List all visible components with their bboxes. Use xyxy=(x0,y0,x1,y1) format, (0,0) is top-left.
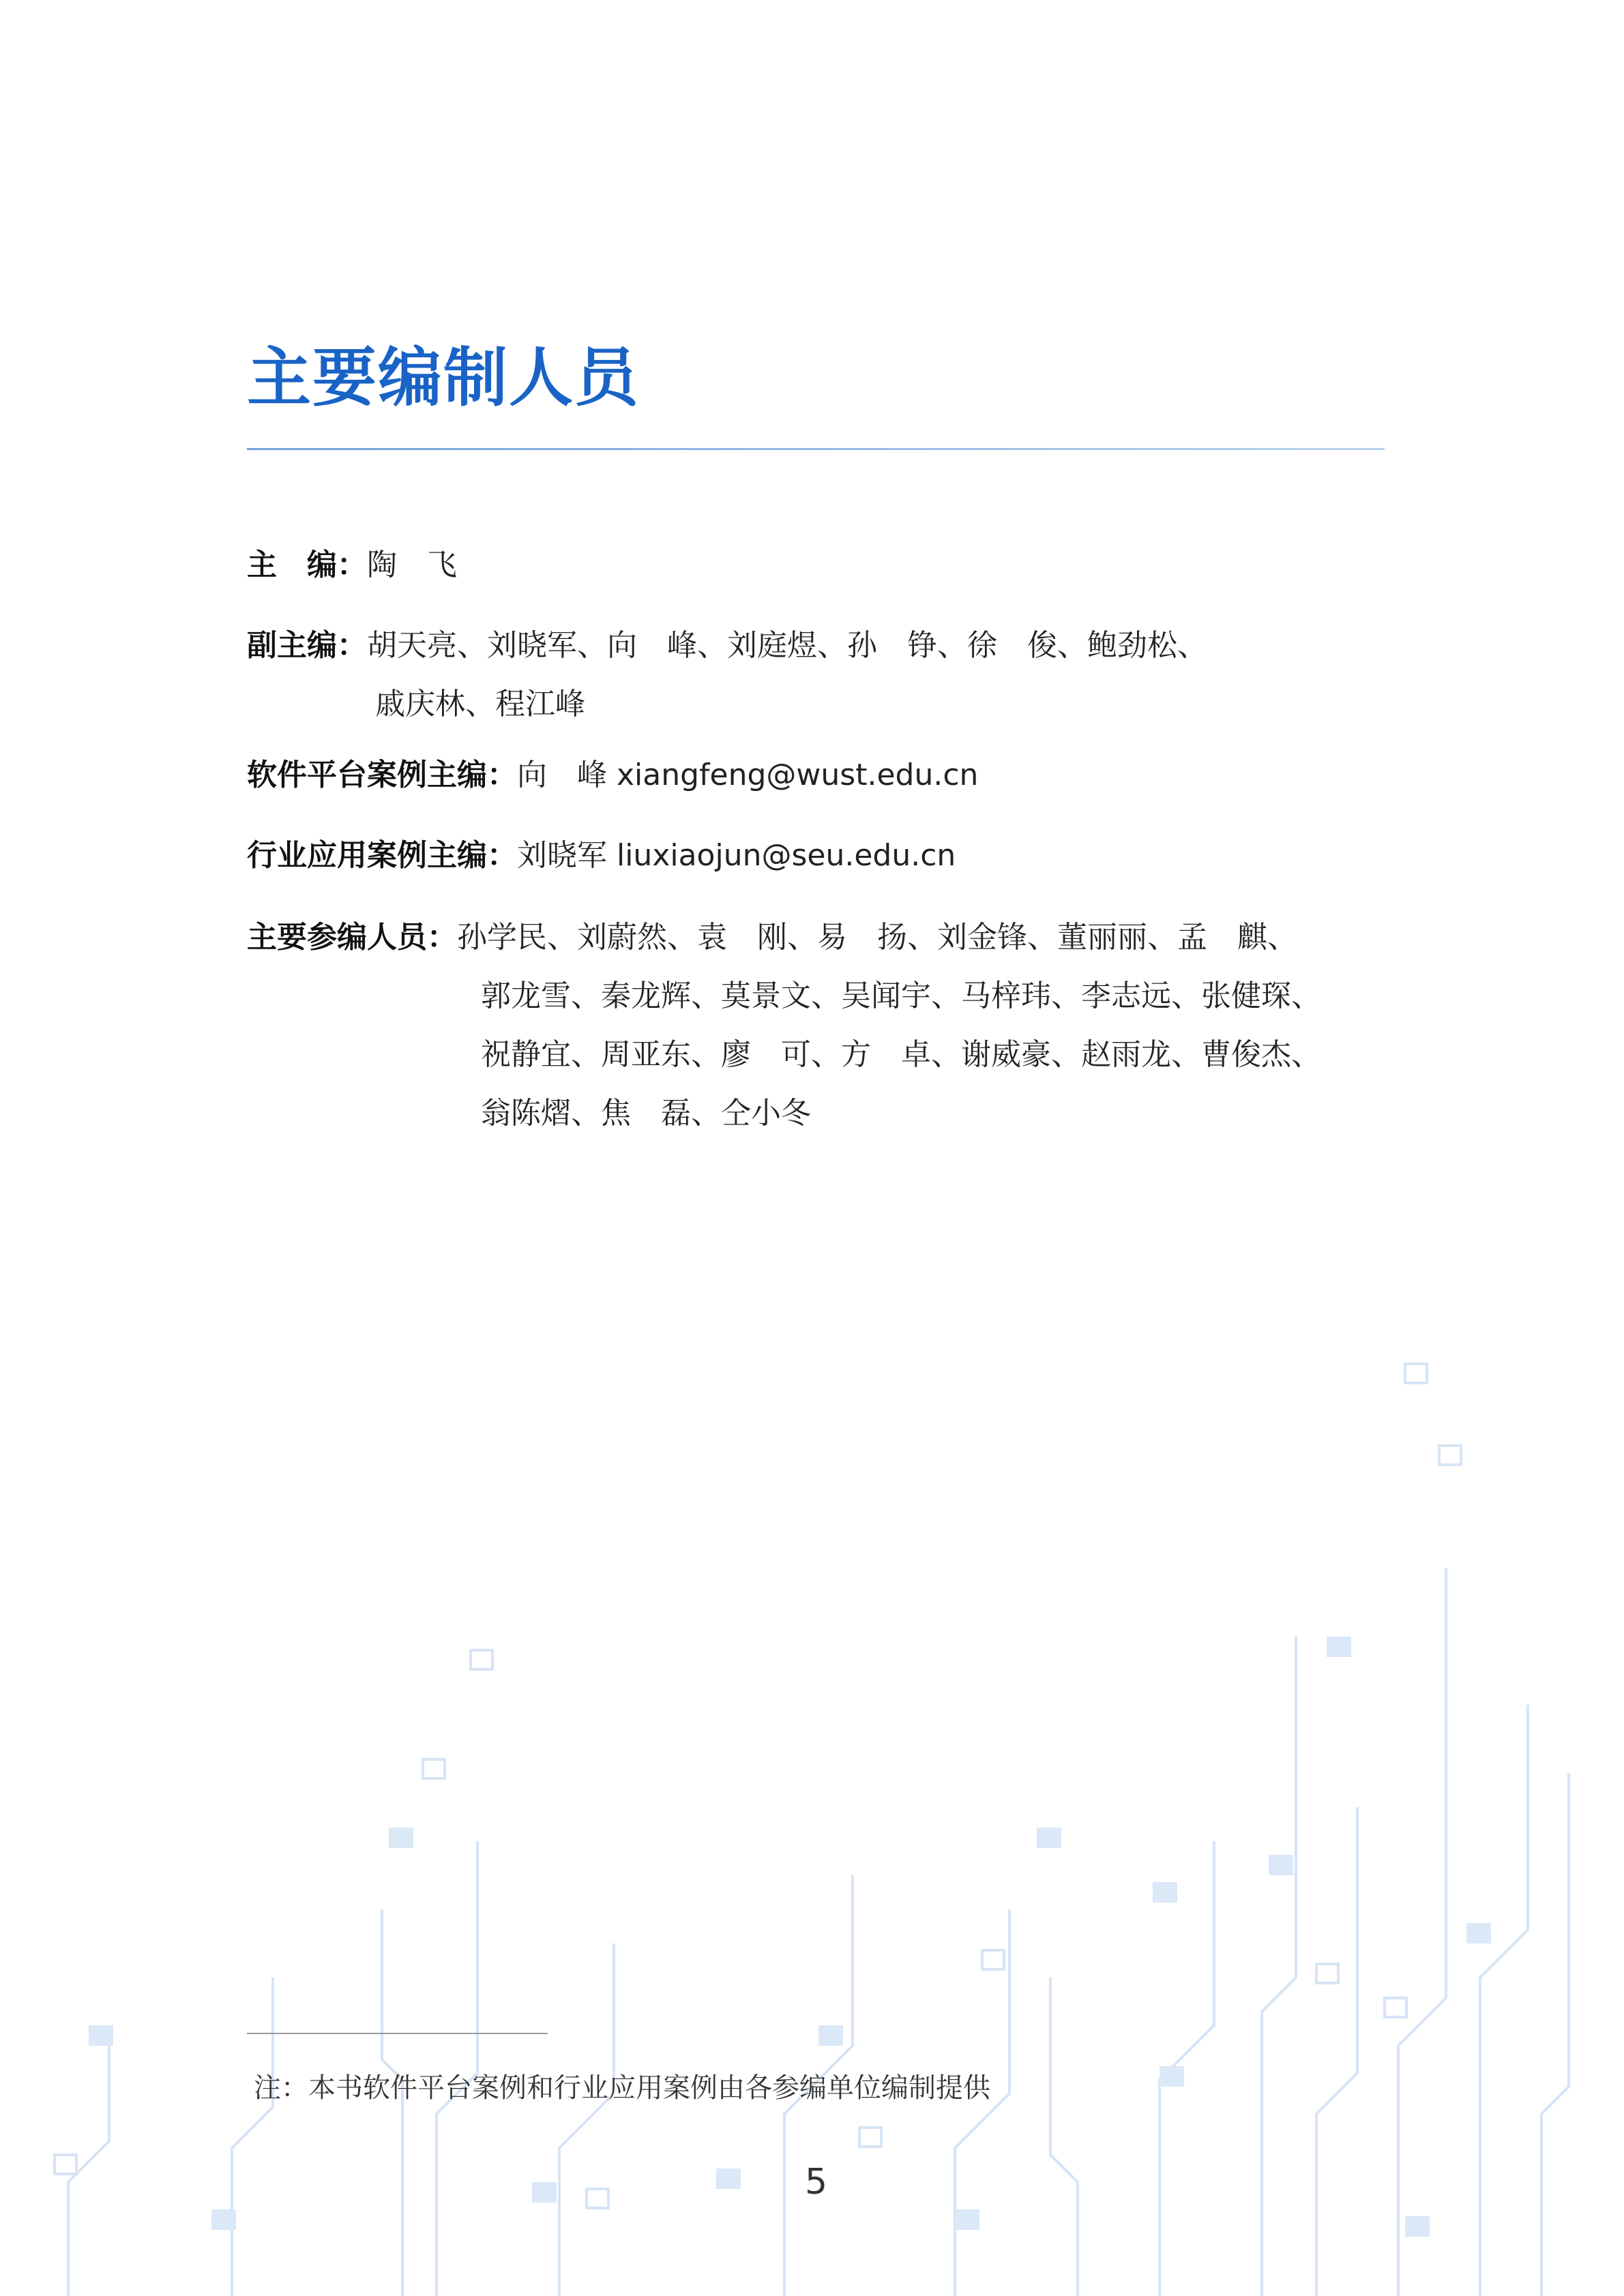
chief-editor-row xyxy=(247,536,457,595)
deputy-editors-line: 戚庆林、程江峰 xyxy=(375,687,585,721)
industry-case-editor-row xyxy=(247,826,956,885)
contributors-line: 孙学民、刘蔚然、袁 刚、易 扬、刘金锋、董丽丽、孟 麒、 xyxy=(457,920,1297,955)
contributors-line: 祝静宜、周亚东、廖 可、方 卓、谢威豪、赵雨龙、曹俊杰、 xyxy=(481,1037,1321,1072)
footnote-divider xyxy=(247,2033,548,2034)
software-case-editor-label: 软件平台案例主编： xyxy=(247,758,517,792)
software-case-editor-row xyxy=(247,746,978,805)
software-case-editor-value: 向 峰 xiangfeng@wust.edu.cn xyxy=(517,758,979,792)
deputy-editors-line: 胡天亮、刘晓军、向 峰、刘庭煜、孙 铮、徐 俊、鲍劲松、 xyxy=(367,628,1207,663)
contributors-row xyxy=(247,908,1297,967)
contributors-label: 主要参编人员： xyxy=(247,920,457,955)
chief-editor-value: 陶 飞 xyxy=(367,548,457,582)
contributors-line: 郭龙雪、秦龙辉、莫景文、吴闻宇、马梓玮、李志远、张健琛、 xyxy=(481,979,1321,1013)
chief-editor-label: 主 编： xyxy=(247,548,367,582)
industry-case-editor-label: 行业应用案例主编： xyxy=(247,838,517,873)
contributors-line: 翁陈熠、焦 磊、仝小冬 xyxy=(481,1096,811,1131)
circuit-background-decoration xyxy=(0,1296,1624,2296)
deputy-editors-row xyxy=(247,616,1207,675)
industry-case-editor-value: 刘晓军 liuxiaojun@seu.edu.cn xyxy=(517,838,956,873)
footnote: 注：本书软件平台案例和行业应用案例由各参编单位编制提供 xyxy=(254,2072,990,2104)
deputy-editors-label: 副主编： xyxy=(247,628,367,663)
page-number: 5 xyxy=(805,2162,828,2203)
title-divider xyxy=(247,448,1385,450)
page-title: 主要编制人员 xyxy=(247,341,640,415)
